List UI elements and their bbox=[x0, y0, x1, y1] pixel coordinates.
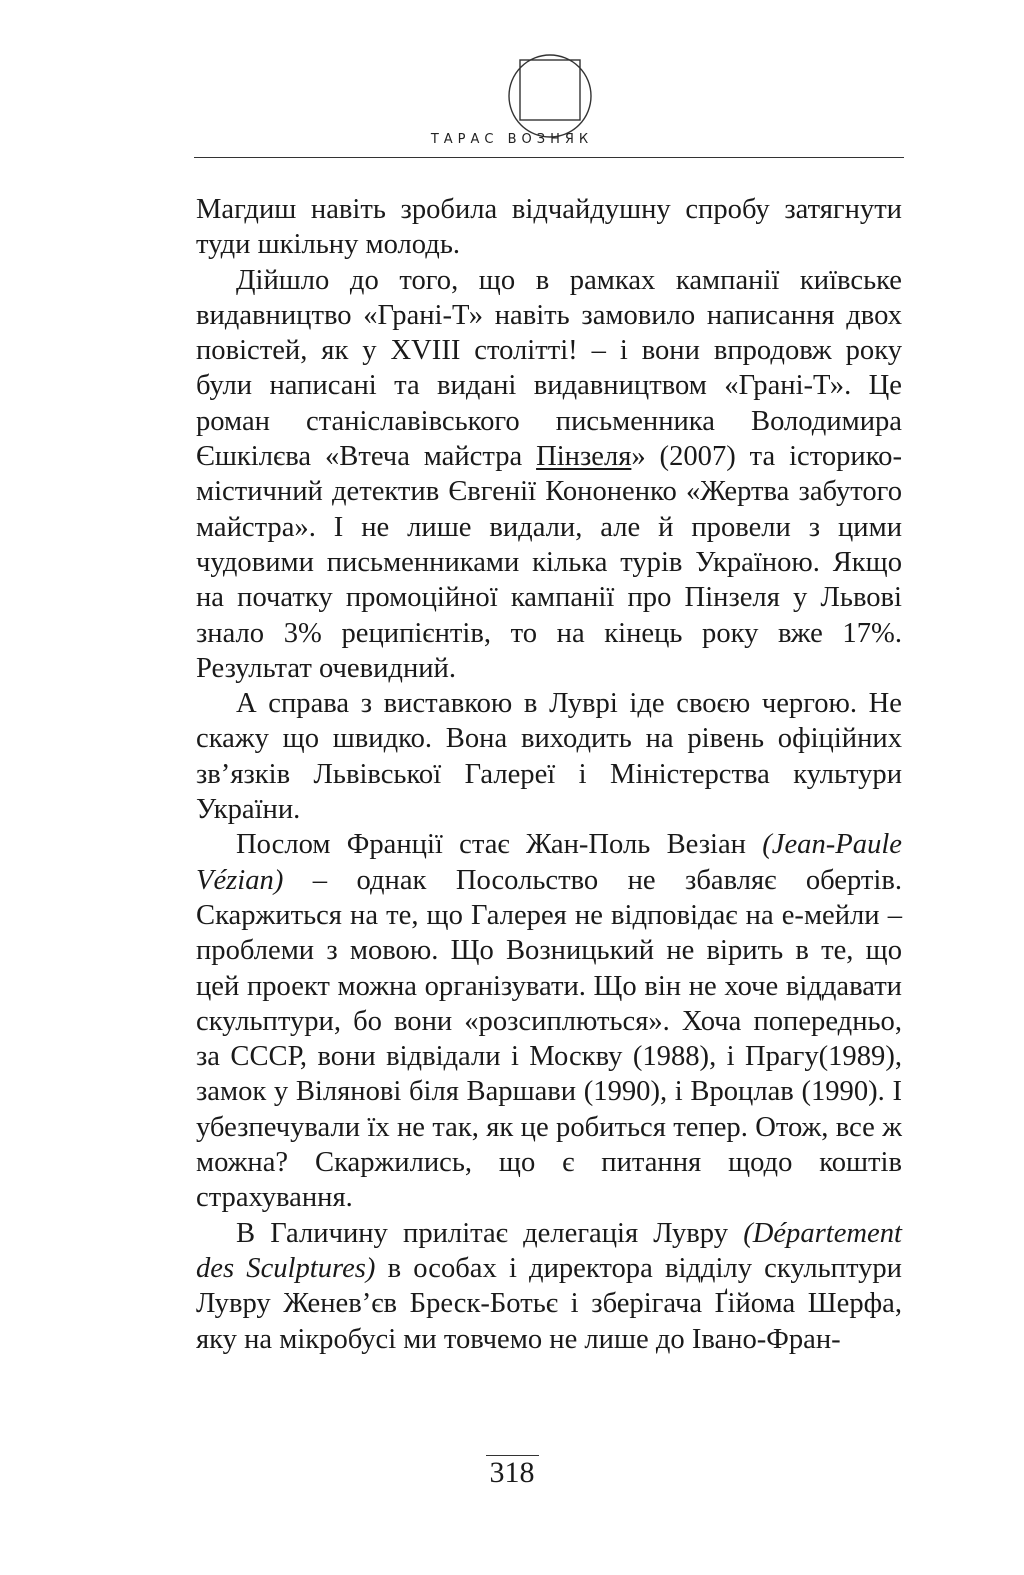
paragraph-3 bbox=[196, 686, 902, 827]
body-text bbox=[196, 192, 902, 1357]
text-run: в особах і директора відділу скульптури Лувру Женев’єв Бреск-Ботьє і зберігача Ґійома Шерфа, яку на мікробусі ми товчемо не лише до Івано-Фран- bbox=[196, 1252, 902, 1355]
paragraph-5 bbox=[196, 1216, 902, 1357]
paragraph-2 bbox=[196, 263, 902, 687]
text-run: » (2007) та історико-містичний детектив Євгенії Кононенко «Жертва забутого майстра». І не лише видали, але й провели з цими чудовими письменниками кілька турів Україною. Якщо на початку промоційної кампанії про Пінзеля у Львові знало 3% реципієнтів, то на кінець року вже 17%. Результат очевидний. bbox=[196, 441, 902, 684]
circle-square-emblem-icon bbox=[506, 52, 594, 140]
text-run: Дійшло до того, що в рамках кампанії київське видавництво «Грані-Т» навіть замовило написання двох повістей, як у XVIII столітті! – і вони впродовж року були написані та видані видавництвом «Грані-Т». Це роман станіславівського письменника Володимира Єшкілєва «Втеча майстра bbox=[196, 264, 902, 473]
text-run: – однак Посольство не збавляє обертів. Скаржиться на те, що Галерея не відповідає на е-мейли – проблеми з мовою. Що Возницький не вірить в те, що цей проект можна організувати. Що він не хоче віддавати скульптури, бо вони «розсиплються». Хоча попередньо, за СССР, вони відвідали і Москву (1988), і Прагу(1989), замок у Вілянові біля Варшави (1990), і Вроцлав (1990). І убезпечували їх не так, як це робиться тепер. Отож, все ж можна? Скаржились, що є питання щодо коштів страхування. bbox=[196, 864, 902, 1214]
text-run: А справа з виставкою в Луврі іде своєю чергою. Не скажу що швидко. Вона виходить на рівень офіційних зв’язків Львівської Галереї і Міністерства культури України. bbox=[196, 688, 902, 826]
text-run: (Département des Sculptures) bbox=[196, 1217, 902, 1284]
text-run: Магдиш навіть зробила відчайдушну спробу затягнути туди шкільну молодь. bbox=[196, 194, 902, 261]
paragraph-4 bbox=[196, 827, 902, 1215]
text-run: (Jean-Paule Vézian) bbox=[196, 829, 902, 896]
text-run: Пінзеля bbox=[536, 441, 632, 473]
text-run: Послом Франції стає Жан-Поль Везіан bbox=[236, 829, 763, 861]
page-number-block bbox=[0, 1456, 1024, 1490]
header-rule bbox=[194, 157, 904, 158]
running-header-author: ТАРАС ВОЗНЯК bbox=[430, 132, 594, 147]
page-number: 318 bbox=[486, 1455, 539, 1489]
paragraph-1 bbox=[196, 192, 902, 263]
text-run: В Галичину прилітає делегація Лувру bbox=[236, 1217, 744, 1249]
